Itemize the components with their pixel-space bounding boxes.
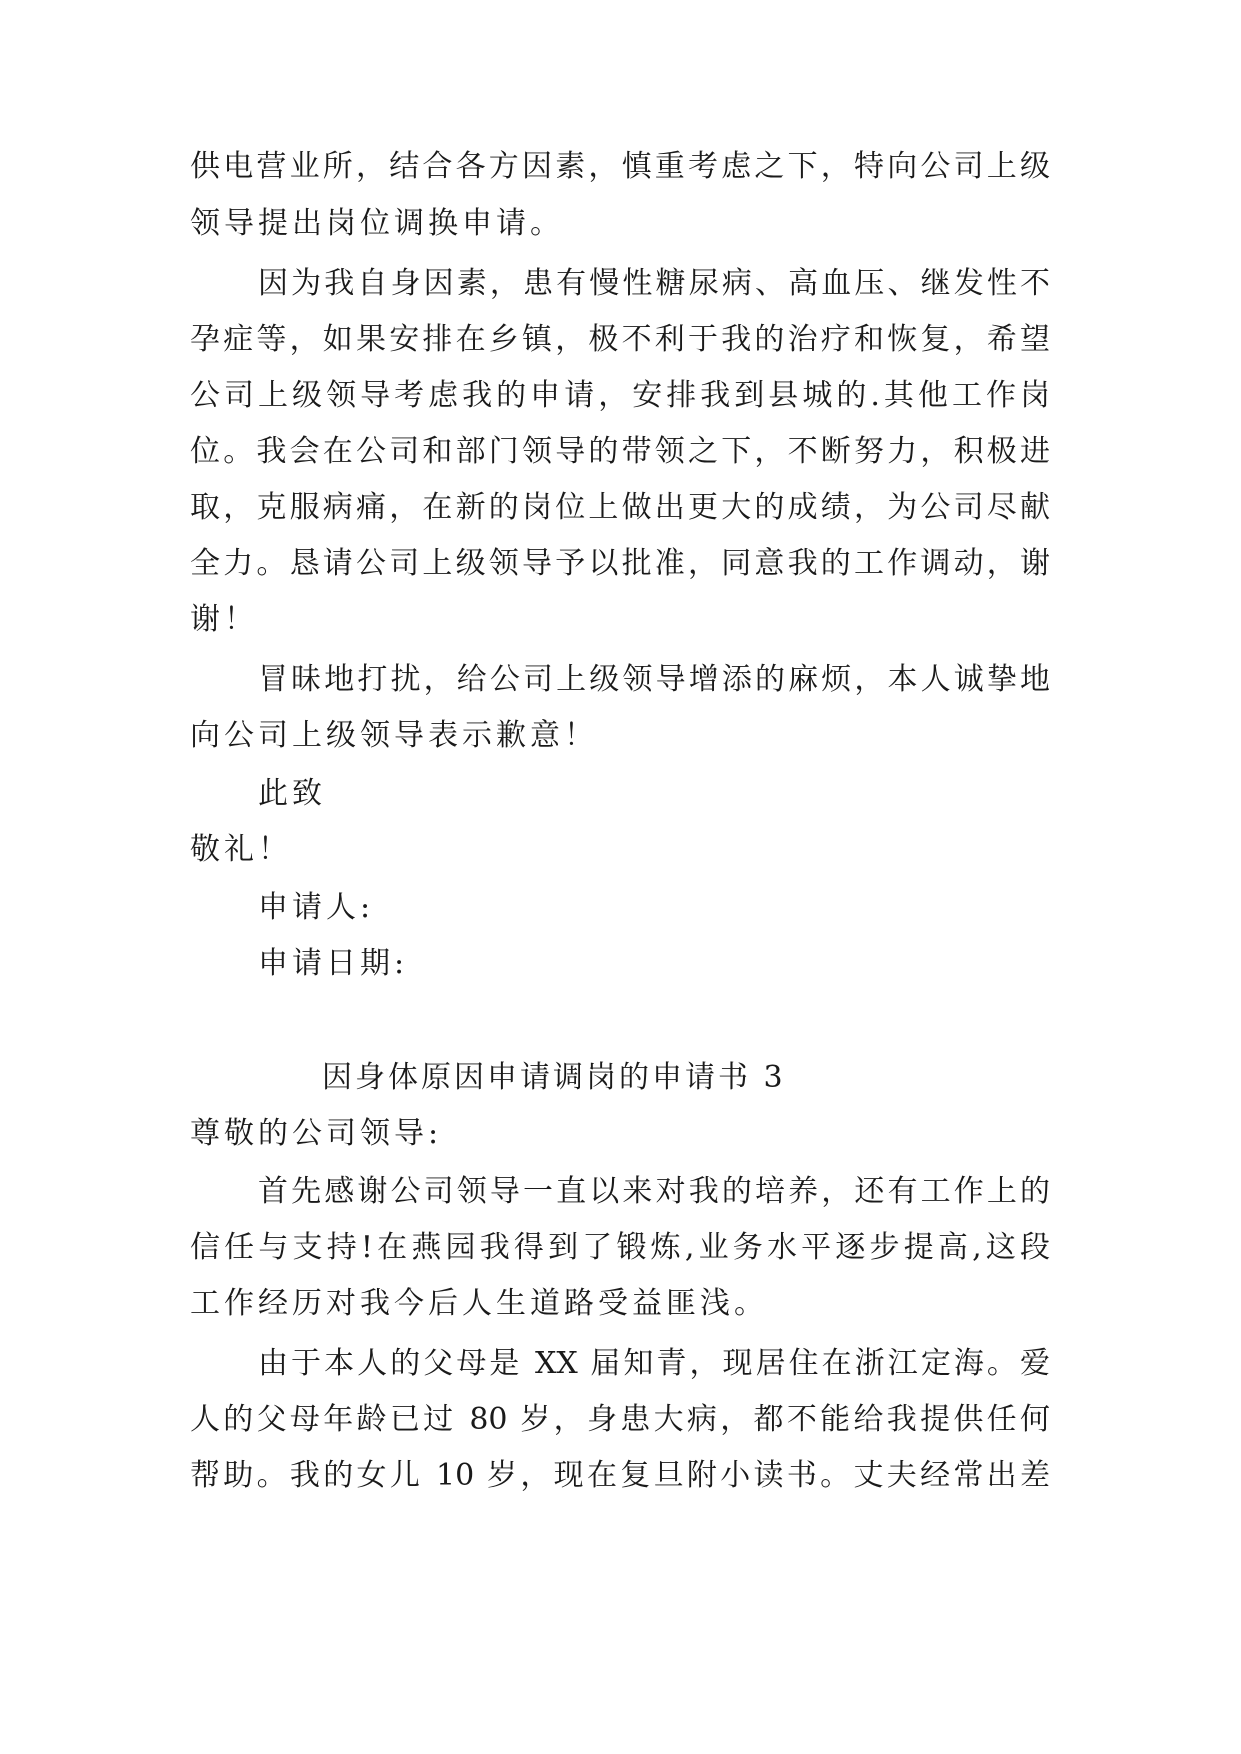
paragraph-line: 公司上级领导考虑我的申请，安排我到县城的.其他工作岗: [190, 378, 1050, 413]
paragraph-line: 取，克服病痛，在新的岗位上做出更大的成绩，为公司尽献: [190, 490, 1050, 525]
closing-line: 敬礼！: [190, 832, 292, 867]
closing-line: 此致: [258, 776, 326, 811]
paragraph-line: 首先感谢公司领导一直以来对我的培养，还有工作上的: [258, 1174, 1050, 1209]
paragraph-line: 领导提出岗位调换申请。: [190, 206, 564, 241]
paragraph-line: 孕症等，如果安排在乡镇，极不利于我的治疗和恢复，希望: [190, 322, 1050, 357]
paragraph-line: 谢！: [190, 602, 258, 637]
paragraph-line: 因为我自身因素，患有慢性糖尿病、高血压、继发性不: [258, 266, 1050, 301]
paragraph-line: 冒昧地打扰，给公司上级领导增添的麻烦，本人诚挚地: [258, 662, 1050, 697]
salutation: 尊敬的公司领导:: [190, 1116, 443, 1151]
paragraph-line: 工作经历对我今后人生道路受益匪浅。: [190, 1286, 768, 1321]
paragraph-line: 供电营业所，结合各方因素，慎重考虑之下，特向公司上级: [190, 149, 1050, 184]
section-title: 因身体原因申请调岗的申请书 3: [322, 1060, 786, 1095]
paragraph-line: 帮助。我的女儿 10 岁，现在复旦附小读书。丈夫经常出差: [190, 1458, 1050, 1493]
paragraph-line: 由于本人的父母是 XX 届知青，现居住在浙江定海。爱: [258, 1346, 1050, 1381]
paragraph-line: 向公司上级领导表示歉意！: [190, 718, 598, 753]
date-line: 申请日期:: [258, 946, 409, 981]
paragraph-line: 全力。恳请公司上级领导予以批准，同意我的工作调动，谢: [190, 546, 1050, 581]
signature-line: 申请人:: [258, 890, 375, 925]
paragraph-line: 信任与支持!在燕园我得到了锻炼,业务水平逐步提高,这段: [190, 1230, 1050, 1265]
paragraph-line: 人的父母年龄已过 80 岁，身患大病，都不能给我提供任何: [190, 1402, 1050, 1437]
paragraph-line: 位。我会在公司和部门领导的带领之下，不断努力，积极进: [190, 434, 1050, 469]
